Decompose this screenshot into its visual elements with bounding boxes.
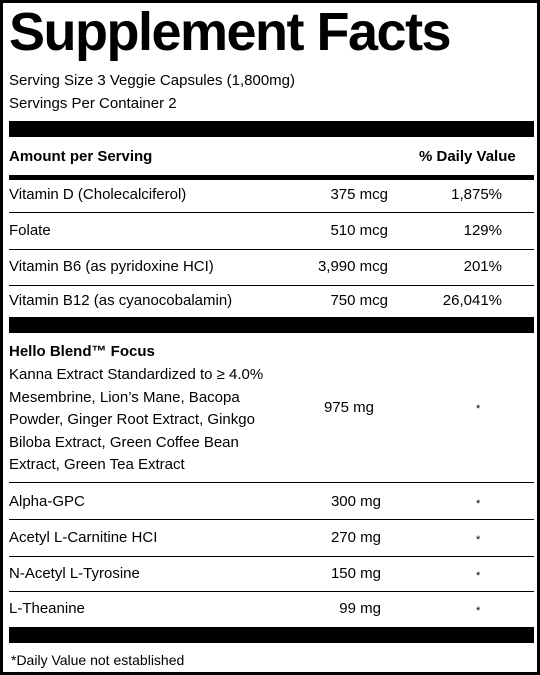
row-divider — [9, 212, 534, 213]
table-row — [9, 563, 534, 585]
thick-divider-top — [9, 121, 534, 137]
ingredient-daily-value: * — [476, 534, 481, 546]
ingredient-amount: 150 mg — [330, 565, 381, 582]
row-divider — [9, 591, 534, 592]
row-divider — [9, 249, 534, 250]
blend-daily-value: * — [476, 403, 481, 415]
ingredient-amount: 300 mg — [330, 493, 381, 510]
table-row — [9, 527, 534, 549]
blend-ingredient-line: Powder, Ginger Root Extract, Ginkgo — [9, 411, 255, 428]
row-divider — [9, 556, 534, 557]
blend-ingredient-line: Extract, Green Tea Extract — [9, 456, 185, 473]
nutrient-amount: 375 mcg — [330, 186, 388, 203]
medium-divider — [9, 175, 534, 180]
ingredient-daily-value: * — [476, 498, 481, 510]
table-row — [9, 184, 534, 206]
table-row — [9, 598, 534, 620]
blend-ingredients — [9, 364, 309, 477]
ingredient-daily-value: * — [476, 605, 481, 617]
ingredient-name: Acetyl L-Carnitine HCI — [9, 529, 158, 546]
nutrient-name: Folate — [9, 222, 51, 239]
ingredient-amount: 99 mg — [339, 600, 381, 617]
nutrient-name: Vitamin D (Cholecalciferol) — [9, 186, 187, 203]
nutrient-name: Vitamin B12 (as cyanocobalamin) — [9, 292, 233, 309]
blend-title: Hello Blend™ Focus — [9, 343, 155, 360]
nutrient-amount: 510 mcg — [330, 222, 388, 239]
nutrient-daily-value: 26,041% — [442, 292, 502, 309]
daily-value-header: % Daily Value — [419, 148, 516, 165]
blend-ingredient-line: Kanna Extract Standardized to ≥ 4.0% — [9, 366, 264, 383]
thick-divider-bottom — [9, 627, 534, 643]
table-row — [9, 256, 534, 278]
blend-amount: 975 mg — [323, 399, 374, 416]
thick-divider-middle — [9, 317, 534, 333]
nutrient-daily-value: 201% — [463, 258, 502, 275]
blend-ingredient-line: Mesembrine, Lion’s Mane, Bacopa — [9, 388, 240, 406]
nutrient-daily-value: 129% — [463, 222, 502, 239]
ingredient-amount: 270 mg — [330, 529, 381, 546]
row-divider — [9, 519, 534, 520]
nutrient-amount: 750 mcg — [330, 292, 388, 309]
table-row — [9, 491, 534, 513]
amount-per-serving-header: Amount per Serving — [9, 148, 153, 165]
table-row — [9, 290, 534, 312]
footnote: *Daily Value not established — [11, 652, 185, 668]
nutrient-daily-value: 1,875% — [451, 186, 502, 203]
nutrient-amount: 3,990 mcg — [317, 258, 388, 275]
ingredient-daily-value: * — [476, 570, 481, 582]
ingredient-name: N-Acetyl L-Tyrosine — [9, 565, 140, 582]
nutrient-name: Vitamin B6 (as pyridoxine HCI) — [9, 258, 214, 275]
ingredient-name: L-Theanine — [9, 600, 85, 617]
panel-title: Supplement Facts — [9, 2, 451, 62]
table-row — [9, 220, 534, 242]
row-divider — [9, 482, 534, 483]
serving-size: Serving Size 3 Veggie Capsules (1,800mg) — [9, 72, 295, 89]
row-divider — [9, 285, 534, 286]
blend-ingredient-line: Biloba Extract, Green Coffee Bean — [9, 433, 239, 451]
servings-per-container: Servings Per Container 2 — [9, 95, 177, 112]
ingredient-name: Alpha-GPC — [9, 493, 85, 510]
